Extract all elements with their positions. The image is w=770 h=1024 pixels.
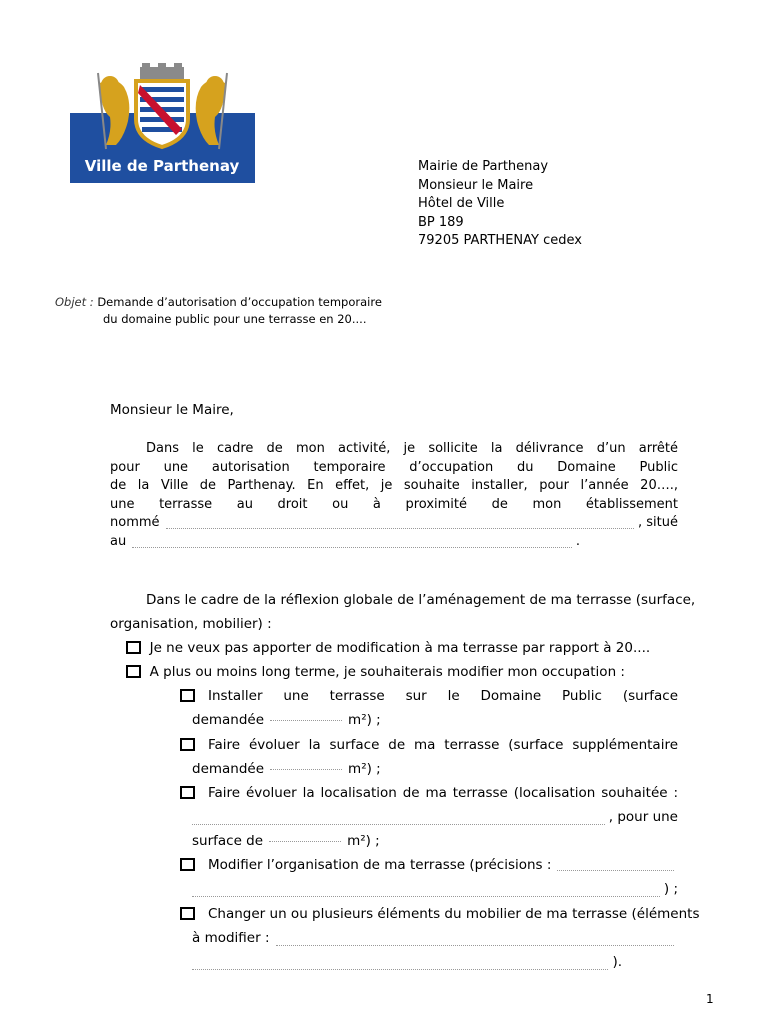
text-line: Dans le cadre de mon activité, je sollicite la délivrance d’un arrêté [146, 441, 678, 456]
text-line: , situé [638, 515, 678, 531]
subject-block [55, 294, 382, 328]
text-line: de la Ville de Parthenay. En effet, je souhaite installer, pour l’année 20…., [110, 478, 678, 494]
desired-location-field[interactable] [192, 823, 605, 825]
logo-text: Ville de Parthenay [84, 157, 240, 175]
suboption-furniture [192, 902, 700, 974]
text-line: surface de [192, 833, 264, 849]
checkbox-furniture[interactable] [180, 907, 195, 920]
salutation: Monsieur le Maire, [110, 402, 234, 418]
address-line: 79205 PARTHENAY cedex [418, 233, 582, 248]
text-line: une terrasse au droit ou à proximité de mon établissement [110, 496, 678, 512]
checkbox-extend-surface[interactable] [180, 738, 195, 751]
extra-surface-field[interactable] [270, 768, 342, 770]
address-line: BP 189 [418, 214, 464, 230]
text-line: ). [612, 954, 622, 970]
suboption-location [192, 781, 678, 853]
subject-label: Objet : [55, 295, 94, 309]
checkbox-no-change[interactable] [126, 641, 141, 654]
option-label: Changer un ou plusieurs éléments du mobilier de ma terrasse (éléments [208, 906, 700, 922]
option-label: Je ne veux pas apporter de modification à ma terrasse par rapport à 20.... [149, 640, 651, 656]
text-line: demandée [192, 712, 265, 728]
paragraph-request [110, 440, 678, 552]
address-line: Mairie de Parthenay [418, 159, 549, 174]
text-line: , pour une [608, 809, 678, 825]
city-logo [70, 61, 255, 183]
option-label: Faire évoluer la surface de ma terrasse (surface supplémentaire [208, 737, 678, 753]
text-line: au [110, 533, 127, 549]
checkbox-modify[interactable] [126, 665, 141, 678]
option-label: A plus ou moins long terme, je souhaiterais modifier mon occupation : [149, 664, 625, 680]
option-label: Installer une terrasse sur le Domaine Public (surface [208, 688, 678, 704]
text-line: Dans le cadre de la réflexion globale de l’aménagement de ma terrasse (surface, [146, 592, 696, 608]
address-line: Monsieur le Maire [418, 177, 534, 193]
text-line: organisation, mobilier) : [110, 616, 272, 632]
text-line: à modifier : [192, 930, 270, 946]
organisation-details-field-2[interactable] [192, 895, 660, 897]
text-line: m²) ; [348, 761, 381, 777]
page-number: 1 [706, 992, 714, 1006]
location-surface-field[interactable] [269, 840, 341, 842]
text-line: demandée [192, 761, 265, 777]
option-label: Modifier l’organisation de ma terrasse (précisions : [208, 857, 552, 873]
text-line: m²) ; [347, 833, 380, 849]
suboption-organisation [192, 853, 678, 901]
checkbox-organisation[interactable] [180, 858, 195, 871]
organisation-details-field[interactable] [557, 869, 674, 871]
text-line: pour une autorisation temporaire d’occupation du Domaine Public [110, 459, 678, 475]
paragraph-layout [110, 588, 696, 684]
option-label: Faire évoluer la localisation de ma terrasse (localisation souhaitée : [208, 785, 678, 801]
recipient-address [418, 158, 582, 251]
checkbox-location[interactable] [180, 786, 195, 799]
subject-line: Demande d’autorisation d’occupation temporaire [97, 295, 382, 309]
furniture-field[interactable] [276, 944, 675, 946]
install-surface-field[interactable] [270, 719, 342, 721]
checkbox-install[interactable] [180, 689, 195, 702]
subject-line: du domaine public pour une terrasse en 20.... [103, 312, 367, 326]
text-line: nommé [110, 515, 160, 531]
address-line: Hôtel de Ville [418, 196, 505, 211]
text-line: . [575, 533, 580, 549]
text-line: ) ; [663, 881, 678, 897]
establishment-name-field[interactable] [166, 527, 634, 529]
furniture-field-2[interactable] [192, 968, 608, 970]
text-line: m²) ; [348, 712, 381, 728]
suboption-extend-surface [192, 733, 678, 781]
suboption-install [192, 684, 678, 732]
establishment-address-field[interactable] [132, 546, 572, 548]
